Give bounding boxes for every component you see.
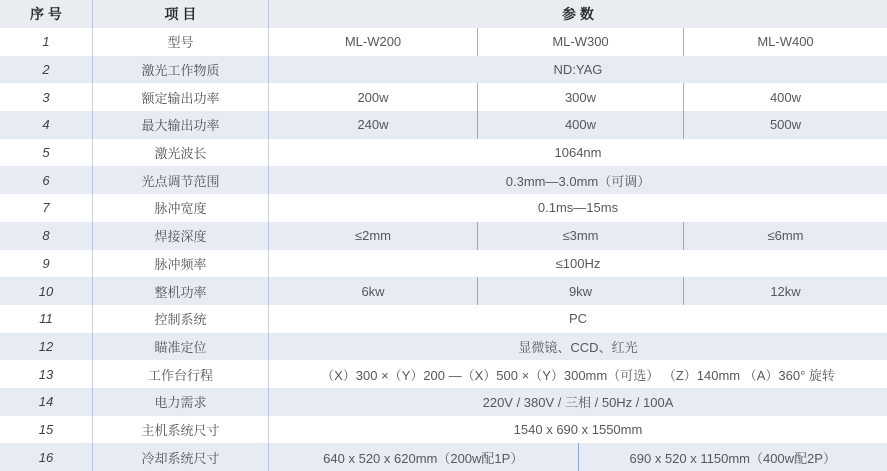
row-value-col3: 500w <box>683 111 887 139</box>
table-row <box>0 443 887 471</box>
row-number: 15 <box>38 421 54 437</box>
row-number: 12 <box>38 338 54 354</box>
row-value-merged: （X）300 ×（Y）200 —（X）500 ×（Y）300mm（可选） （Z）140mm （A）360° 旋转 <box>268 360 887 388</box>
row-value-left: 640 x 520 x 620mm（200w配1P） <box>268 443 578 471</box>
row-value-col1: ML-W200 <box>268 28 477 56</box>
row-value-col3: 12kw <box>683 277 887 305</box>
row-value-col3: ML-W400 <box>683 28 887 56</box>
row-number: 13 <box>38 366 54 382</box>
row-value-col1: 240w <box>268 111 477 139</box>
row-item-label: 冷却系统尺寸 <box>92 443 268 471</box>
row-item-label: 额定输出功率 <box>92 83 268 111</box>
row-item-label: 最大输出功率 <box>92 111 268 139</box>
table-row <box>0 333 887 361</box>
row-item-label: 工作台行程 <box>92 360 268 388</box>
row-item-label: 型号 <box>92 28 268 56</box>
row-item-label: 激光波长 <box>92 139 268 167</box>
row-number: 7 <box>42 200 50 216</box>
table-row <box>0 388 887 416</box>
table-row <box>0 111 887 139</box>
row-value-col2: 9kw <box>477 277 683 305</box>
row-value-merged: 0.1ms—15ms <box>268 194 887 222</box>
table-row <box>0 222 887 250</box>
row-item-label: 瞄准定位 <box>92 333 268 361</box>
row-value-col1: 6kw <box>268 277 477 305</box>
table-row <box>0 416 887 444</box>
row-item-label: 脉冲宽度 <box>92 194 268 222</box>
table-row <box>0 139 887 167</box>
table-header-row <box>0 0 887 28</box>
row-value-merged: 1064nm <box>268 139 887 167</box>
row-number: 1 <box>42 34 50 50</box>
header-col-param: 参 数 <box>268 0 887 28</box>
row-number: 8 <box>42 228 50 244</box>
row-number: 5 <box>42 145 50 161</box>
table-row <box>0 28 887 56</box>
row-item-label: 光点调节范围 <box>92 166 268 194</box>
row-value-col2: 400w <box>477 111 683 139</box>
table-row <box>0 166 887 194</box>
row-value-merged: ND:YAG <box>268 56 887 84</box>
row-number: 11 <box>39 311 53 327</box>
row-value-col1: ≤2mm <box>268 222 477 250</box>
table-row <box>0 360 887 388</box>
row-value-merged: ≤100Hz <box>268 250 887 278</box>
row-value-col2: 300w <box>477 83 683 111</box>
row-value-col2: ML-W300 <box>477 28 683 56</box>
row-item-label: 控制系统 <box>92 305 268 333</box>
row-number: 10 <box>38 283 54 299</box>
row-number: 6 <box>42 172 50 188</box>
row-value-merged: PC <box>268 305 887 333</box>
row-number: 9 <box>42 255 50 271</box>
row-item-label: 电力需求 <box>92 388 268 416</box>
row-number: 4 <box>42 117 50 133</box>
table-row <box>0 83 887 111</box>
table-row <box>0 250 887 278</box>
row-value-col3: ≤6mm <box>683 222 887 250</box>
row-item-label: 主机系统尺寸 <box>92 416 268 444</box>
row-item-label: 整机功率 <box>92 277 268 305</box>
row-value-merged: 1540 x 690 x 1550mm <box>268 416 887 444</box>
row-value-merged: 220V / 380V / 三相 / 50Hz / 100A <box>268 388 887 416</box>
table-row <box>0 305 887 333</box>
table-row <box>0 56 887 84</box>
row-item-label: 激光工作物质 <box>92 56 268 84</box>
row-value-col1: 200w <box>268 83 477 111</box>
row-number: 2 <box>42 62 50 78</box>
header-col-item: 项 目 <box>92 0 268 28</box>
row-value-col2: ≤3mm <box>477 222 683 250</box>
row-number: 14 <box>38 394 54 410</box>
table-row <box>0 194 887 222</box>
row-value-col3: 400w <box>683 83 887 111</box>
row-number: 16 <box>38 449 54 465</box>
row-value-merged: 显微镜、CCD、红光 <box>268 333 887 361</box>
row-item-label: 焊接深度 <box>92 222 268 250</box>
row-value-merged: 0.3mm—3.0mm（可调） <box>268 166 887 194</box>
header-col-no: 序 号 <box>30 6 62 22</box>
table-row <box>0 277 887 305</box>
table-body <box>0 28 887 471</box>
row-value-right: 690 x 520 x 1150mm（400w配2P） <box>578 443 887 471</box>
row-item-label: 脉冲频率 <box>92 250 268 278</box>
row-number: 3 <box>42 89 50 105</box>
